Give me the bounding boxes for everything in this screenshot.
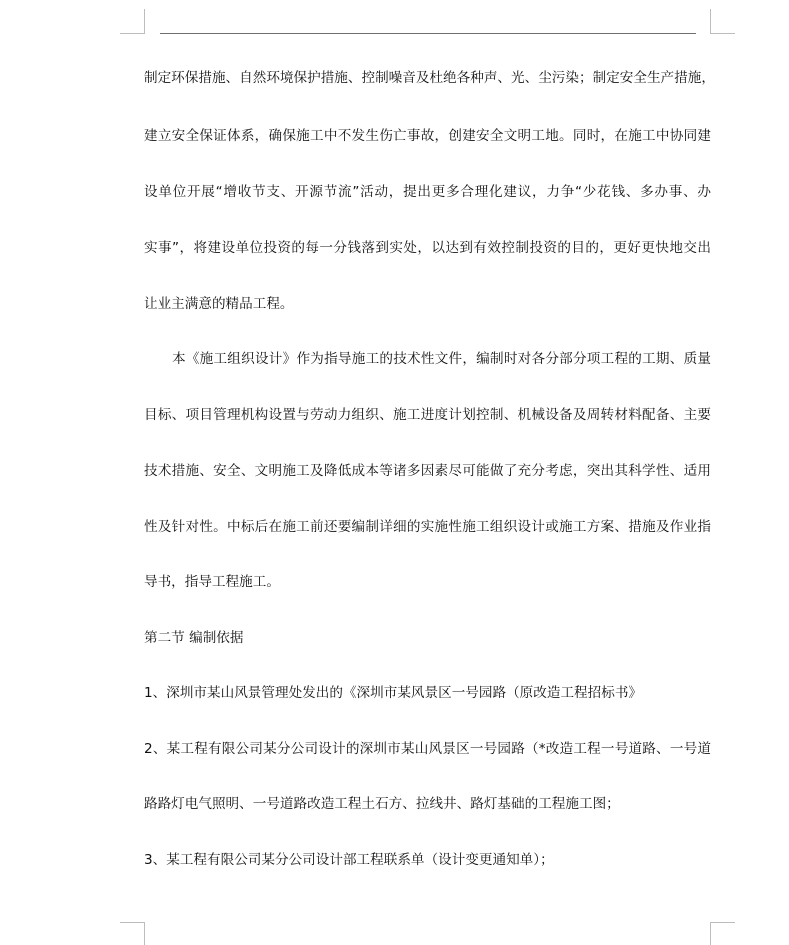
- list-item: 2、某工程有限公司某分公司设计的深圳市某山风景区一号园路（*改造工程一号道路、一号道: [144, 741, 711, 757]
- bottom-right-margin-mark: [710, 922, 735, 945]
- top-right-margin-mark: [710, 9, 735, 34]
- paragraph-line: 建立安全保证体系，确保施工中不发生伤亡事故，创建安全文明工地。同时，在施工中协同建: [144, 128, 711, 144]
- list-item: 1、深圳市某山风景管理处发出的《深圳市某风景区一号园路（原改造工程招标书》: [144, 685, 643, 701]
- paragraph-line: 目标、项目管理机构设置与劳动力组织、施工进度计划控制、机械设备及周转材料配备、主要: [144, 407, 711, 423]
- header-rule: [160, 33, 696, 34]
- paragraph-line: 导书，指导工程施工。: [144, 574, 280, 590]
- paragraph-line: 本《施工组织设计》作为指导施工的技术性文件，编制时对各分部分项工程的工期、质量: [172, 351, 711, 367]
- paragraph-line: 让业主满意的精品工程。: [144, 296, 294, 312]
- section-heading: 第二节 编制依据: [144, 630, 244, 646]
- list-item-continuation: 路路灯电气照明、一号道路改造工程土石方、拉线井、路灯基础的工程施工图；: [144, 796, 620, 812]
- bottom-left-margin-mark: [120, 922, 145, 945]
- paragraph-line: 性及针对性。中标后在施工前还要编制详细的实施性施工组织设计或施工方案、措施及作业指: [144, 519, 711, 535]
- paragraph-line: 实事”，将建设单位投资的每一分钱落到实处，以达到有效控制投资的目的，更好更快地交出: [144, 240, 711, 256]
- paragraph-line: 制定环保措施、自然环境保护措施、控制噪音及杜绝各种声、光、尘污染；制定安全生产措施，: [144, 70, 715, 86]
- list-item: 3、某工程有限公司某分公司设计部工程联系单（设计变更通知单）；: [144, 852, 554, 868]
- paragraph-line: 技术措施、安全、文明施工及降低成本等诸多因素尽可能做了充分考虑，突出其科学性、适用: [144, 463, 711, 479]
- paragraph-line: 设单位开展“增收节支、开源节流”活动，提出更多合理化建议，力争“少花钱、多办事、办: [144, 184, 711, 200]
- top-left-margin-mark: [120, 9, 145, 34]
